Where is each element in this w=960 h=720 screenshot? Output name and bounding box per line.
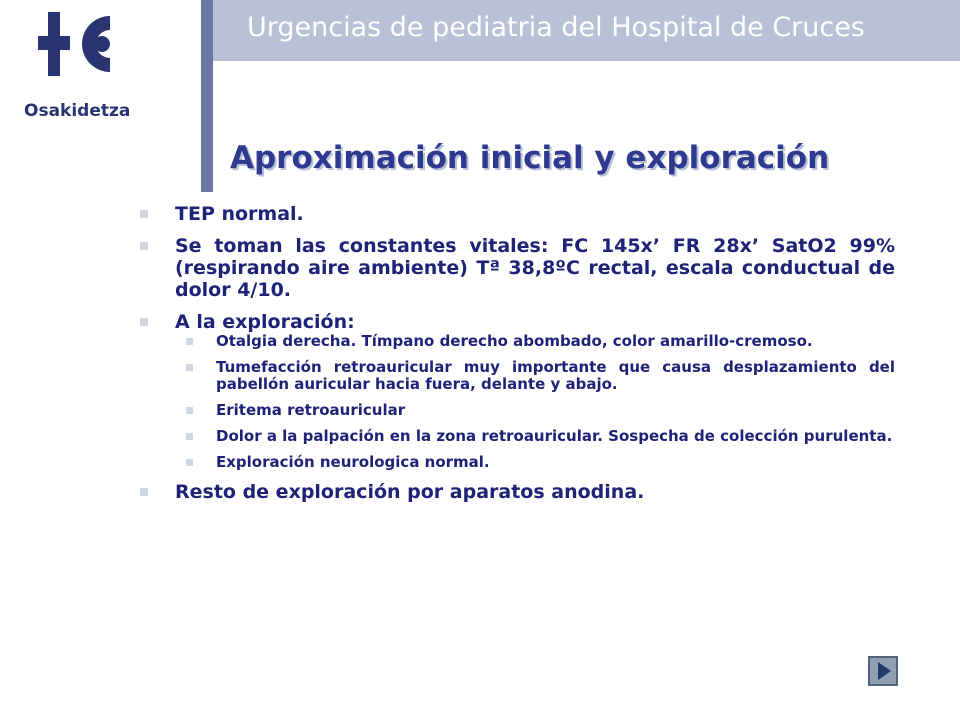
sub-list xyxy=(140,333,895,471)
bullet-text: Se toman las constantes vitales: FC 145x’ FR 28x’ SatO2 99% (respirando aire ambiente) Tª 38,8ºC rectal, escala conductual de dolor 4/10. xyxy=(175,235,895,301)
bullet-text: Resto de exploración por aparatos anodina. xyxy=(175,481,645,503)
sub-bullet-text: Eritema retroauricular xyxy=(216,401,406,419)
square-bullet-icon xyxy=(186,433,193,440)
bullet-item xyxy=(140,481,895,503)
play-next-icon xyxy=(870,658,896,684)
next-slide-button[interactable] xyxy=(868,656,898,686)
square-bullet-icon xyxy=(186,459,193,466)
square-bullet-icon xyxy=(140,488,148,496)
sub-bullet-item xyxy=(175,359,895,393)
bullet-text: TEP normal. xyxy=(175,203,304,225)
bullet-text: A la exploración: xyxy=(175,311,355,333)
bullet-item xyxy=(140,235,895,301)
bullet-item xyxy=(140,311,895,471)
slide-title: Aproximación inicial y exploración xyxy=(230,140,830,176)
square-bullet-icon xyxy=(140,318,148,326)
sub-bullet-item xyxy=(175,428,895,445)
logo-text: Osakidetza xyxy=(24,101,131,121)
square-bullet-icon xyxy=(186,407,193,414)
square-bullet-icon xyxy=(186,338,193,345)
osakidetza-logo-icon xyxy=(38,10,128,78)
sub-bullet-item xyxy=(175,454,895,471)
square-bullet-icon xyxy=(140,242,148,250)
square-bullet-icon xyxy=(140,210,148,218)
sub-bullet-text: Tumefacción retroauricular muy importante que causa desplazamiento del pabellón auricular hacia fuera, delante y abajo. xyxy=(216,358,895,393)
sub-bullet-text: Dolor a la palpación en la zona retroauricular. Sospecha de colección purulenta. xyxy=(216,427,893,445)
sub-bullet-item xyxy=(175,333,895,350)
bullet-item xyxy=(140,203,895,225)
header-vertical-bar xyxy=(201,0,213,192)
header-title: Urgencias de pediatria del Hospital de Cruces xyxy=(247,12,865,43)
sub-bullet-item xyxy=(175,402,895,419)
sub-bullet-text: Otalgia derecha. Tímpano derecho abombado, color amarillo-cremoso. xyxy=(216,332,813,350)
slide-content xyxy=(140,203,895,513)
square-bullet-icon xyxy=(186,364,193,371)
sub-bullet-text: Exploración neurologica normal. xyxy=(216,453,490,471)
